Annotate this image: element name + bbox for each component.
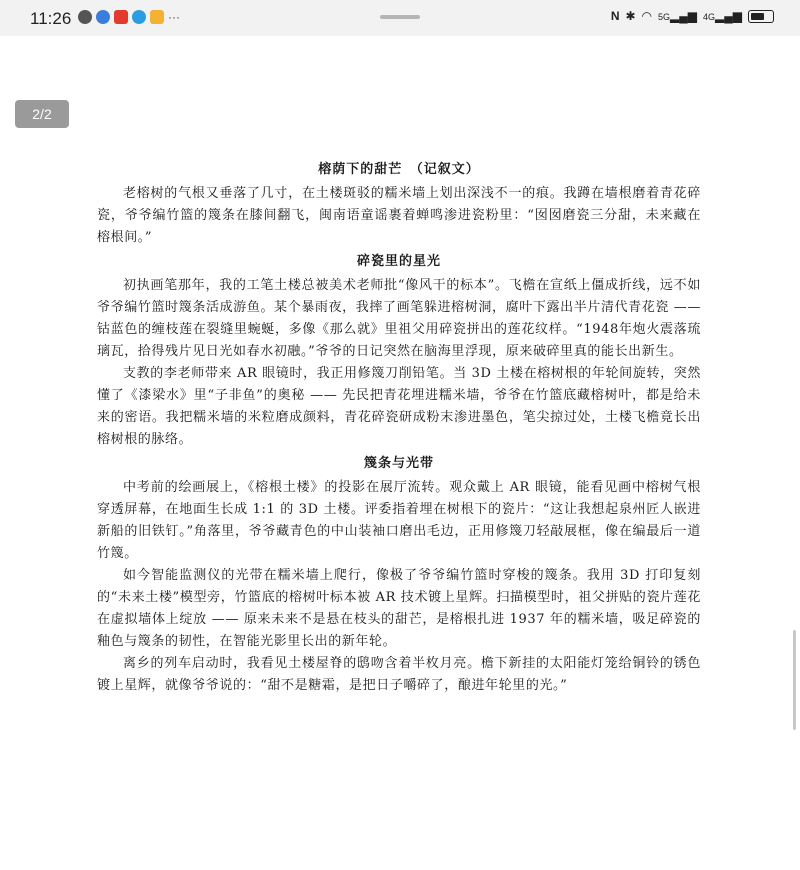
bluetooth-icon: ✱ xyxy=(625,9,636,23)
wechat-icon xyxy=(78,10,92,24)
paragraph: 老榕树的气根又垂落了几寸，在土楼斑驳的糯米墙上划出深浅不一的痕。我蹲在墙根磨着青花碎瓷，爷爷编竹篮的篾条在膝间翻飞，闽南语童谣裹着蝉鸣渗进瓷粉里：“囡囡磨瓷三分甜，未来藏在榕根间。” xyxy=(97,186,701,245)
battery-icon xyxy=(748,10,774,23)
paragraph: 离乡的列车启动时，我看见土楼屋脊的鸱吻含着半枚月亮。檐下新挂的太阳能灯笼给铜铃的锈色镀上星辉，就像爷爷说的：“甜不是糖霜，是把日子嚼碎了，酿进年轮里的光。” xyxy=(97,656,701,693)
drag-handle[interactable] xyxy=(380,15,420,19)
wifi-icon: ◠ xyxy=(641,9,653,23)
signal-4g-icon: 4G▂▄▆ xyxy=(703,9,742,23)
paragraph: 初执画笔那年，我的工笔土楼总被美术老师批“像风干的标本”。飞檐在宣纸上僵成折线，远不如爷爷编竹篮时篾条活成游鱼。某个暴雨夜，我摔了画笔躲进榕树洞，腐叶下露出半片清代青花瓷 —— 钴蓝色的缠枝莲在裂缝里蜿蜒，多像《那么就》里祖父用碎瓷拼出的莲花纹样。“1948年炮火震落琉璃瓦，拾得残片见日光如春水初融。”爷爷的日记突然在脑海里浮现，原来破碎里真的能长出新生。 xyxy=(97,278,701,359)
notification-icons xyxy=(78,10,180,24)
section-heading: 碎瓷里的星光 xyxy=(356,254,441,269)
signal-5g-icon: 5G▂▄▆ xyxy=(658,9,698,23)
news-app-icon xyxy=(114,10,128,24)
system-icons xyxy=(611,9,774,23)
section-heading: 篾条与光带 xyxy=(363,456,434,471)
browser-icon xyxy=(96,10,110,24)
section-heading: 榕荫下的甜芒 （记叙文） xyxy=(318,162,480,177)
document-body xyxy=(97,157,701,697)
nfc-icon: N xyxy=(610,9,620,23)
paragraph: 中考前的绘画展上，《榕根土楼》的投影在展厅流转。观众戴上 AR 眼镜，能看见画中榕树气根穿透屏幕，在地面生长成 1:1 的 3D 土楼。评委指着埋在树根下的瓷片：“这让我想起泉州匠人嵌进新船的旧铁钉。”角落里，爷爷藏青色的中山装袖口磨出毛边，正用修篾刀轻敲展框，像在编最后一道竹篾。 xyxy=(97,480,701,561)
scrollbar[interactable] xyxy=(793,630,796,730)
qq-icon xyxy=(132,10,146,24)
paragraph: 支教的李老师带来 AR 眼镜时，我正用修篾刀削铅笔。当 3D 土楼在榕树根的年轮间旋转，突然懂了《漆梁水》里“子非鱼”的奥秘 —— 先民把青花埋进糯米墙，爷爷在竹篮底藏榕树叶，都是给未来的密语。我把糯米墙的米粒磨成颜料，青花碎瓷研成粉末渗进墨色，笔尖掠过处，土楼飞檐竟长出榕树根的脉络。 xyxy=(97,366,701,447)
clock: 11:26 xyxy=(30,9,72,28)
weather-icon xyxy=(150,10,164,24)
paragraph: 如今智能监测仪的光带在糯米墙上爬行，像极了爷爷编竹篮时穿梭的篾条。我用 3D 打印复刻的“未来土楼”模型旁，竹篮底的榕树叶标本被 AR 技术镀上星辉。扫描模型时，祖父拼贴的瓷片莲花在虚拟墙体上绽放 —— 原来未来不是悬在枝头的甜芒，是榕根扎进 1937 年的糯米墙，吸足碎瓷的釉色与篾条的韧性，在智能光影里长出的新年轮。 xyxy=(97,568,701,649)
status-bar xyxy=(0,0,800,36)
more-notifications-icon: ··· xyxy=(168,10,180,24)
page-indicator: 2/2 xyxy=(15,100,69,128)
